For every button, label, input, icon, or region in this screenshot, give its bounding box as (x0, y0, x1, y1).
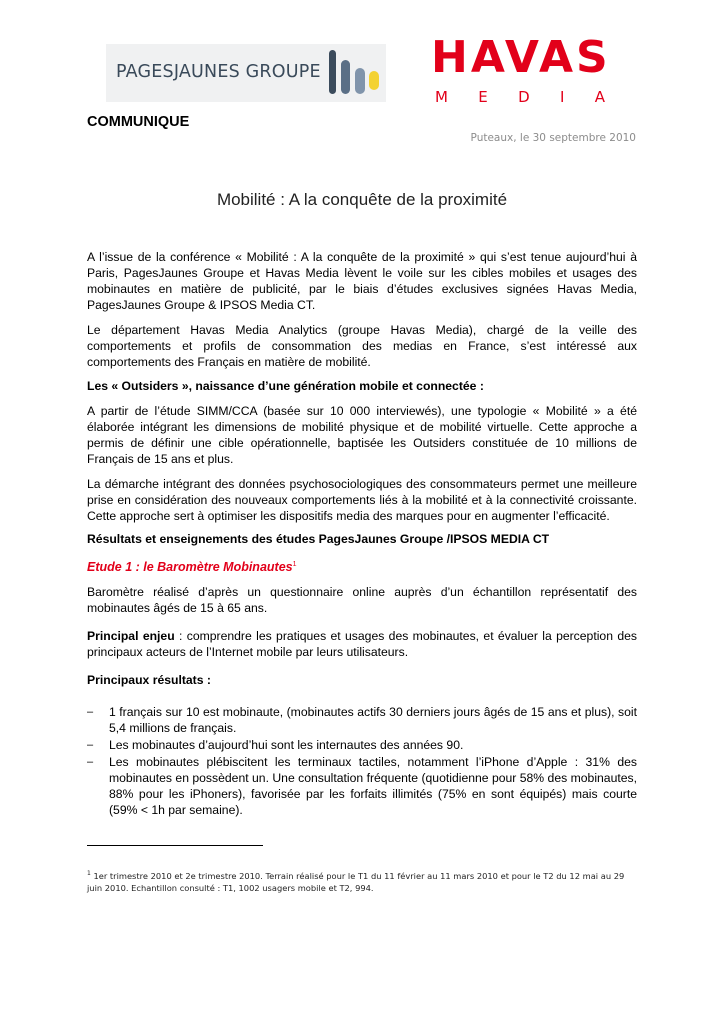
communique-label: COMMUNIQUE (87, 114, 190, 130)
bullet-dash: – (87, 706, 94, 718)
havas-media-letter: E (478, 88, 488, 106)
paragraph-analytics: Le département Havas Media Analytics (groupe Havas Media), chargé de la veille des comportements et profils de consommation des medias en France, s’est intéressé aux comportements des Français en matière de mobilité. (87, 323, 637, 369)
results-list (87, 704, 637, 819)
paragraph-enjeu (87, 628, 637, 660)
date-line: Puteaux, le 30 septembre 2010 (470, 132, 636, 144)
heading-results: Résultats et enseignements des études PagesJaunes Groupe /IPSOS MEDIA CT (87, 532, 550, 546)
paragraph-intro: A l’issue de la conférence « Mobilité : A la conquête de la proximité » qui s’est tenue aujourd’hui à Paris, PagesJaunes Groupe et Havas Media lèvent le voile sur les cibles mobiles et usages des mobinautes en matière de publicité, par le biais d’études exclusives signées Havas Media, PagesJaunes Groupe & IPSOS Media CT. (87, 250, 637, 312)
havas-logo-media (435, 88, 605, 106)
pagesjaunes-bars-icon (327, 48, 381, 98)
enjeu-label: Principal enjeu (87, 629, 175, 643)
heading-principaux-resultats: Principaux résultats : (87, 673, 211, 687)
havas-media-letter: M (435, 88, 448, 106)
footnote-number: 1 (87, 870, 91, 877)
heading-etude-1 (87, 557, 637, 575)
paragraph-simm: A partir de l’étude SIMM/CCA (basée sur 10 000 interviewés), une typologie « Mobilité » a été élaborée intégrant les dimensions de mobilité physique et de mobilité virtuelle. Cette approche a permis de définir une cible opérationnelle, baptisée les Outsiders constituée de 10 millions de Français de 15 ans et plus. (87, 404, 637, 466)
enjeu-text: : comprendre les pratiques et usages des mobinautes, et évaluer la perception des principaux acteurs de l’Internet mobile par leurs utilisateurs. (87, 629, 637, 659)
havas-logo-word: HAVAS (431, 32, 611, 83)
document-title: Mobilité : A la conquête de la proximité (216, 190, 508, 209)
pagesjaunes-logo-text: PAGESJAUNES GROUPE (116, 62, 321, 82)
havas-media-logo (431, 32, 611, 106)
havas-media-letter: I (559, 88, 565, 106)
footnote-text: 1er trimestre 2010 et 2e trimestre 2010. Terrain réalisé pour le T1 du 11 février au 11 mars 2010 et pour le T2 du 12 mai au 29 juin 2010. Echantillon consulté : T1, 1002 usagers mobile et T2, 994. (87, 870, 625, 893)
havas-media-letter: A (594, 88, 605, 106)
footnote-divider (87, 845, 263, 846)
footnote-marker: 1 (292, 561, 297, 568)
bullet-dash: – (87, 739, 94, 751)
pagesjaunes-groupe-logo (106, 44, 386, 102)
heading-outsiders: Les « Outsiders », naissance d’une génération mobile et connectée : (87, 379, 484, 393)
havas-media-letter: D (518, 88, 530, 106)
footnote (87, 868, 637, 894)
list-item-text: 1 français sur 10 est mobinaute, (mobinautes actifs 30 derniers jours âgés de 15 ans et plus), soit 5,4 millions de français. (109, 705, 637, 735)
etude-1-title: Etude 1 : le Baromètre Mobinautes (87, 560, 293, 575)
list-item (87, 737, 637, 753)
paragraph-barometre: Baromètre réalisé d’après un questionnaire online auprès d’un échantillon représentatif des mobinautes âgés de 15 à 65 ans. (87, 585, 637, 615)
bullet-dash: – (87, 756, 94, 768)
list-item-text: Les mobinautes plébiscitent les terminaux tactiles, notamment l’iPhone d’Apple : 31% des mobinautes en possèdent un. Une consultation fréquente (quotidienne pour 58% des mobinautes, 88% pour les iPhoners), favorisée par les forfaits illimités (75% en sont équipés) mais courte (59% < 1h par semaine). (109, 755, 637, 817)
list-item (87, 704, 637, 736)
list-item (87, 754, 637, 818)
list-item-text: Les mobinautes d’aujourd’hui sont les internautes des années 90. (109, 738, 464, 752)
paragraph-demarche: La démarche intégrant des données psychosociologiques des consommateurs permet une meilleure prise en considération des nouveaux comportements liés à la mobilité et à la connectivité croissante. Cette approche sert à optimiser les dispositifs media des marques pour en augmenter l’efficacité. (87, 477, 637, 523)
